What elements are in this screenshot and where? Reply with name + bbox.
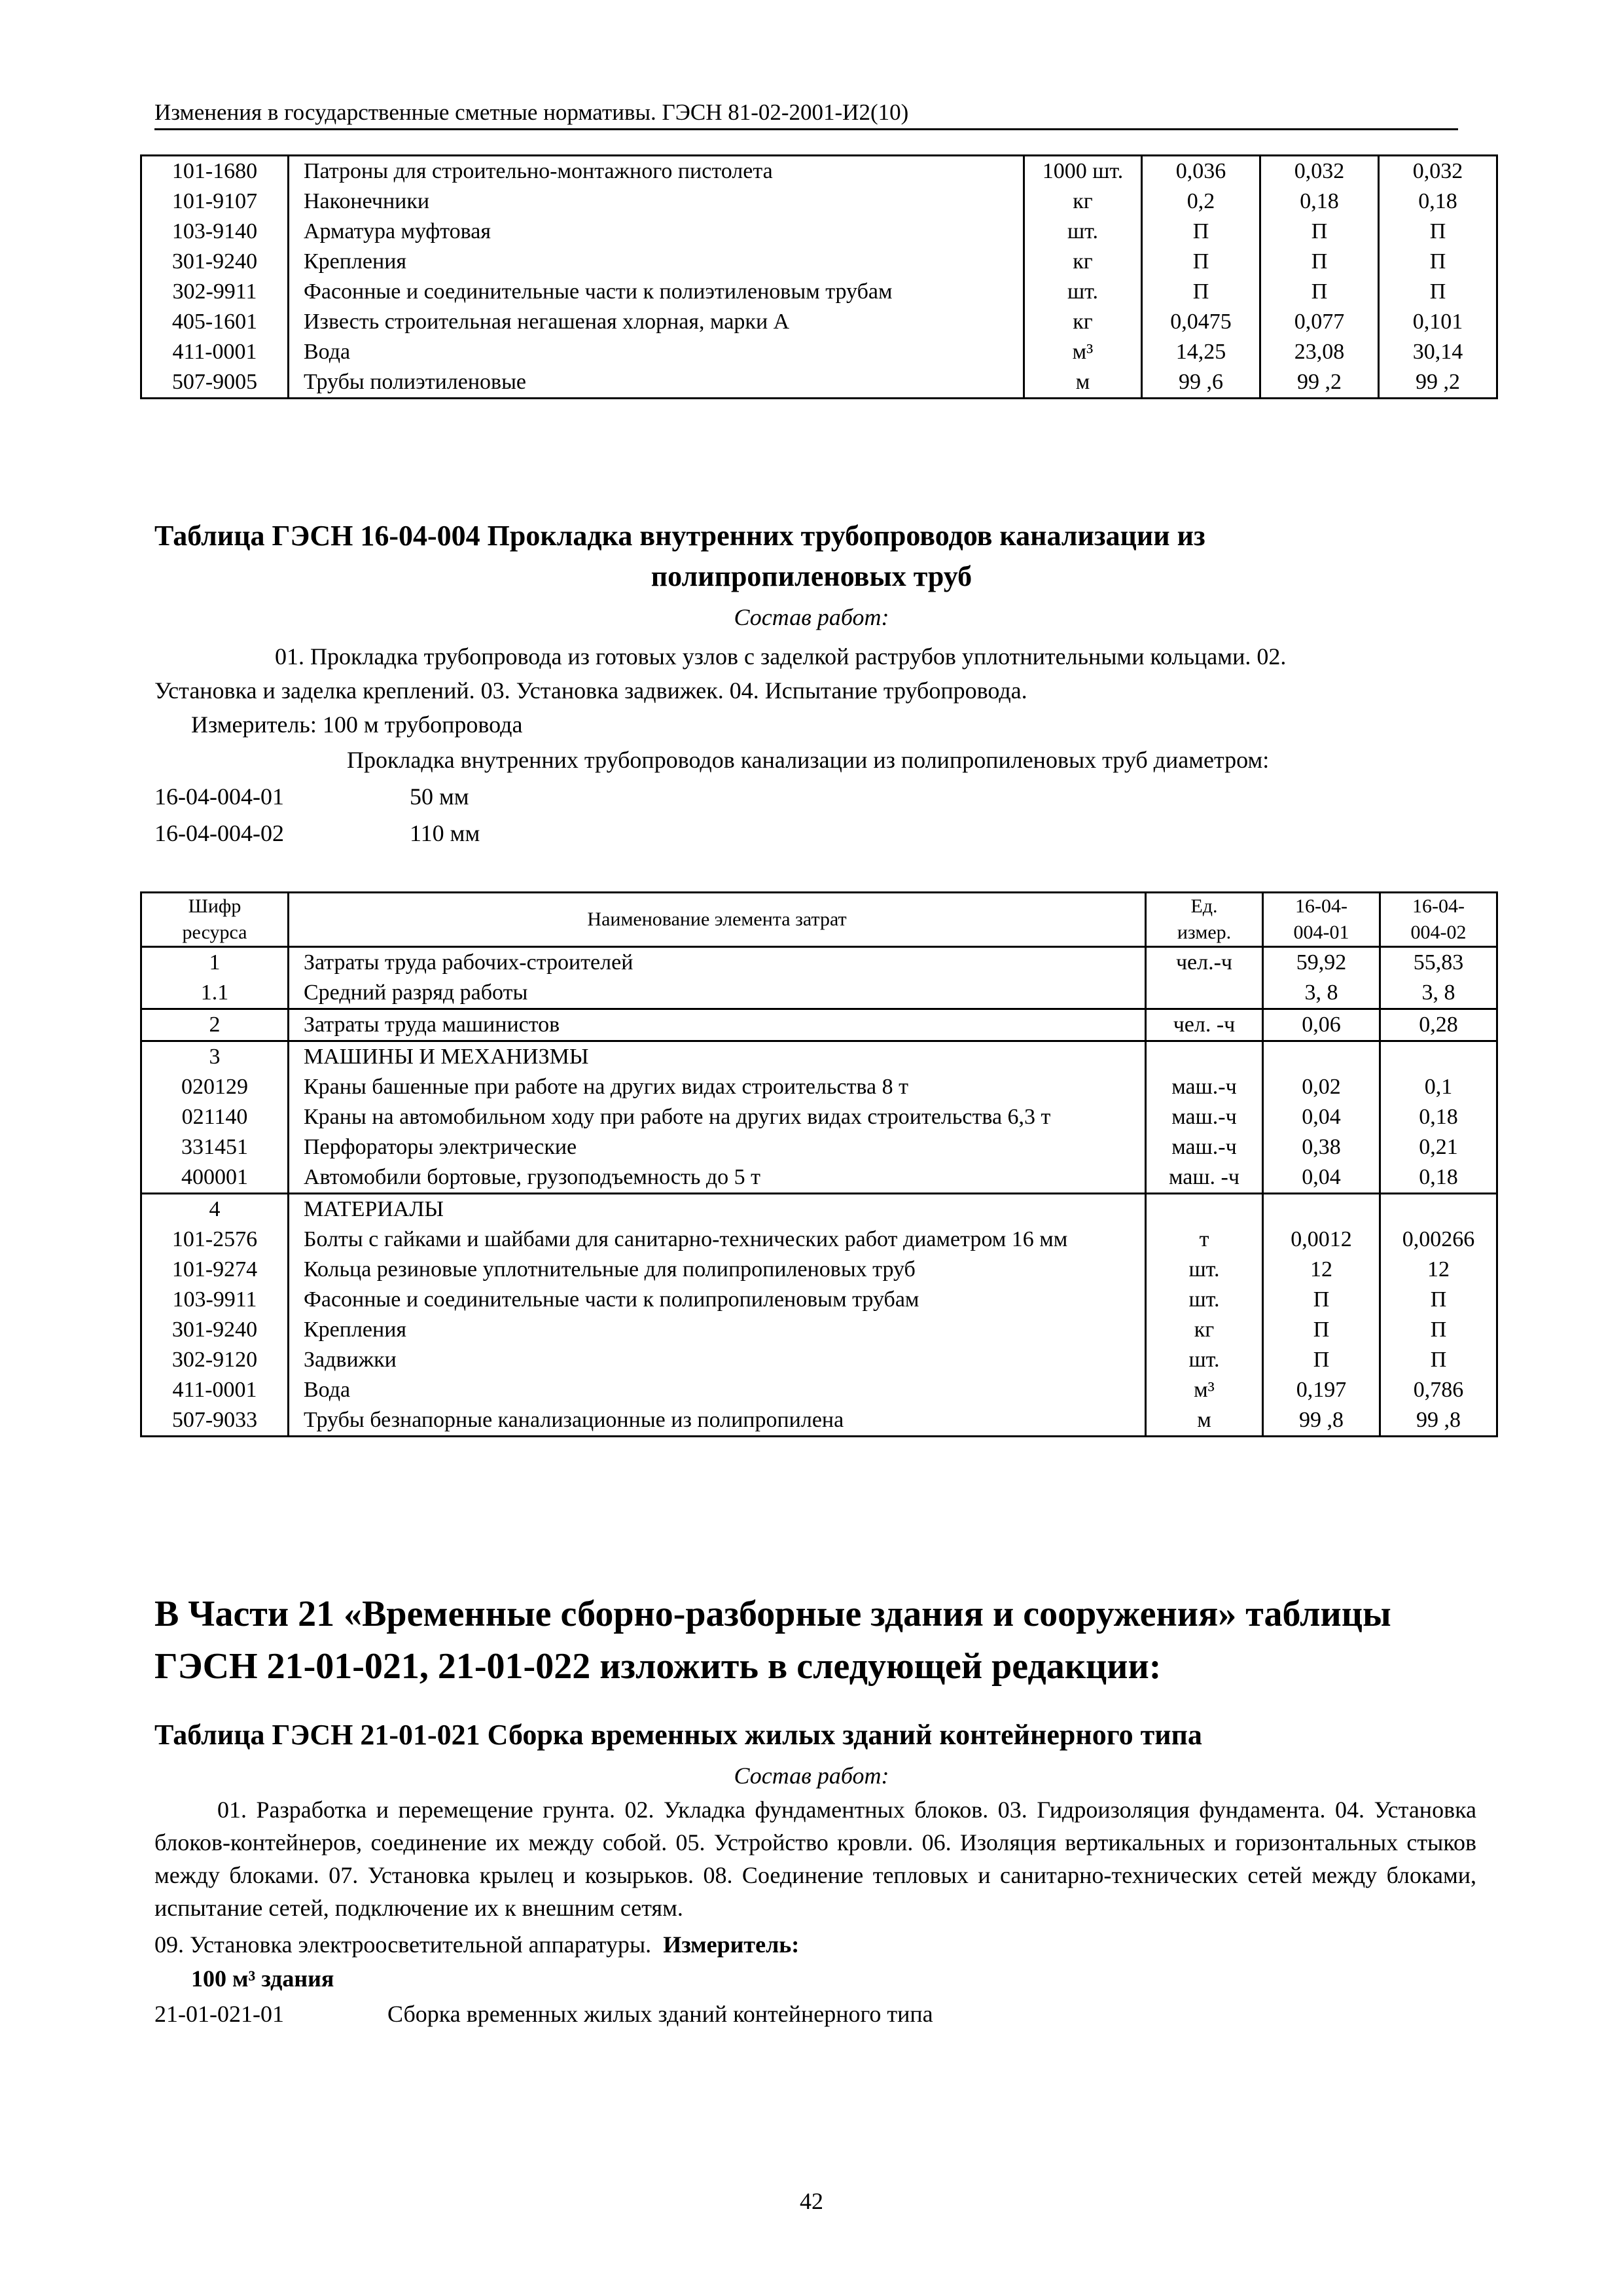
resources-table-16-04-004 <box>140 891 1498 1437</box>
part-21-heading-line2: ГЭСН 21-01-021, 21-01-022 изложить в следующей редакции: <box>154 1646 1162 1687</box>
unit <box>1146 1194 1263 1225</box>
table-title-16-04-004-line1: Таблица ГЭСН 16-04-004 Прокладка внутренних трубопроводов канализации из <box>154 520 1205 552</box>
unit: кг <box>1024 307 1142 337</box>
value-16-04-004-01: 3, 8 <box>1263 978 1380 1009</box>
table-row <box>141 367 1497 399</box>
value-16-04-004-02: 0,18 <box>1380 1162 1497 1194</box>
unit: т <box>1146 1225 1263 1255</box>
unit: шт. <box>1146 1345 1263 1375</box>
table-row <box>141 1225 1497 1255</box>
value-16-04-004-02: 0,28 <box>1380 1009 1497 1041</box>
norm-value: 50 мм <box>410 783 469 810</box>
value-16-04-004-01: 0,0012 <box>1263 1225 1380 1255</box>
resource-name: Краны башенные при работе на других видах строительства 8 т <box>289 1072 1146 1102</box>
resource-name: Арматура муфтовая <box>289 217 1024 247</box>
table-row <box>141 1285 1497 1315</box>
norm-code: 21-01-021-01 <box>154 2001 284 2027</box>
value: П <box>1142 247 1260 277</box>
resource-code: 103-9140 <box>141 217 289 247</box>
norm-code: 16-04-004-02 <box>154 820 284 846</box>
unit: маш.-ч <box>1146 1102 1263 1132</box>
value: 0,032 <box>1260 156 1379 187</box>
resource-name: Наконечники <box>289 187 1024 217</box>
resource-name: Болты с гайками и шайбами для санитарно-технических работ диаметром 16 мм <box>289 1225 1146 1255</box>
unit: чел.-ч <box>1146 947 1263 978</box>
resource-name: Вода <box>289 337 1024 367</box>
resource-name: Трубы полиэтиленовые <box>289 367 1024 399</box>
table-row <box>141 156 1497 187</box>
resource-code: 411-0001 <box>141 1375 289 1405</box>
document-header: Изменения в государственные сметные нормативы. ГЭСН 81-02-2001-И2(10) <box>154 98 1458 130</box>
value: 30,14 <box>1379 337 1497 367</box>
resource-code: 3 <box>141 1041 289 1073</box>
value-16-04-004-01: 59,92 <box>1263 947 1380 978</box>
resource-name: Фасонные и соединительные части к полиэтиленовым трубам <box>289 277 1024 307</box>
table-row <box>141 1375 1497 1405</box>
resource-code: 302-9911 <box>141 277 289 307</box>
table-title-21-01-021: Таблица ГЭСН 21-01-021 Сборка временных жилых зданий контейнерного типа <box>154 1719 1202 1751</box>
resource-code: 507-9033 <box>141 1405 289 1437</box>
value-16-04-004-02 <box>1380 1041 1497 1073</box>
value: 0,036 <box>1142 156 1260 187</box>
resource-code: 411-0001 <box>141 337 289 367</box>
value: П <box>1379 217 1497 247</box>
value: П <box>1379 247 1497 277</box>
unit: маш.-ч <box>1146 1072 1263 1102</box>
resource-code: 101-9107 <box>141 187 289 217</box>
value: 0,2 <box>1142 187 1260 217</box>
value: 23,08 <box>1260 337 1379 367</box>
table-row <box>141 947 1497 978</box>
resource-name: Задвижки <box>289 1345 1146 1375</box>
resource-code: 331451 <box>141 1132 289 1162</box>
value-16-04-004-01 <box>1263 1041 1380 1073</box>
value-16-04-004-01: П <box>1263 1315 1380 1345</box>
unit: м <box>1146 1405 1263 1437</box>
norms-subtitle: Прокладка внутренних трубопроводов канализации из полипропиленовых труб диаметром: <box>347 747 1270 773</box>
value-16-04-004-01: 0,02 <box>1263 1072 1380 1102</box>
value-16-04-004-01: 0,04 <box>1263 1102 1380 1132</box>
resource-code: 1.1 <box>141 978 289 1009</box>
value: П <box>1142 217 1260 247</box>
value: П <box>1142 277 1260 307</box>
table-row <box>141 1405 1497 1437</box>
value: 0,101 <box>1379 307 1497 337</box>
table-row <box>141 1315 1497 1345</box>
table-row <box>141 277 1497 307</box>
value-16-04-004-01: 99 ,8 <box>1263 1405 1380 1437</box>
value-16-04-004-02: 0,00266 <box>1380 1225 1497 1255</box>
unit: шт. <box>1146 1255 1263 1285</box>
resource-code: 301-9240 <box>141 1315 289 1345</box>
resource-code: 101-2576 <box>141 1225 289 1255</box>
value: П <box>1260 247 1379 277</box>
table-row <box>141 337 1497 367</box>
table-row <box>141 1132 1497 1162</box>
value-16-04-004-02: 0,786 <box>1380 1375 1497 1405</box>
value: 0,032 <box>1379 156 1497 187</box>
resource-code: 2 <box>141 1009 289 1041</box>
unit: шт. <box>1146 1285 1263 1315</box>
resource-name: Патроны для строительно-монтажного пистолета <box>289 156 1024 187</box>
resource-name: Фасонные и соединительные части к полипропиленовым трубам <box>289 1285 1146 1315</box>
column-header-unit: Ед. измер. <box>1146 893 1263 947</box>
resource-code: 021140 <box>141 1102 289 1132</box>
value-16-04-004-02: 0,21 <box>1380 1132 1497 1162</box>
value-16-04-004-01: П <box>1263 1345 1380 1375</box>
resource-name: Перфораторы электрические <box>289 1132 1146 1162</box>
unit: 1000 шт. <box>1024 156 1142 187</box>
norm-value: 110 мм <box>410 820 480 846</box>
value-16-04-004-02: 3, 8 <box>1380 978 1497 1009</box>
value-16-04-004-01: 0,197 <box>1263 1375 1380 1405</box>
value: 99 ,2 <box>1260 367 1379 399</box>
table-row <box>141 1255 1497 1285</box>
table-title-16-04-004-line2: полипропиленовых труб <box>651 560 972 592</box>
value-16-04-004-01: 0,06 <box>1263 1009 1380 1041</box>
value-16-04-004-01: 12 <box>1263 1255 1380 1285</box>
unit: м³ <box>1024 337 1142 367</box>
value: 0,18 <box>1379 187 1497 217</box>
value-16-04-004-02: 12 <box>1380 1255 1497 1285</box>
resource-name: МАТЕРИАЛЫ <box>289 1194 1146 1225</box>
resource-code: 4 <box>141 1194 289 1225</box>
table-row <box>141 1009 1497 1041</box>
value-16-04-004-01 <box>1263 1194 1380 1225</box>
resource-code: 400001 <box>141 1162 289 1194</box>
meter-text: Измеритель: 100 м трубопровода <box>191 711 523 738</box>
value-16-04-004-02: 55,83 <box>1380 947 1497 978</box>
value: 0,18 <box>1260 187 1379 217</box>
resource-code: 101-9274 <box>141 1255 289 1285</box>
value: 99 ,2 <box>1379 367 1497 399</box>
resource-name: Краны на автомобильном ходу при работе на других видах строительства 6,3 т <box>289 1102 1146 1132</box>
unit: шт. <box>1024 277 1142 307</box>
resource-name: Затраты труда машинистов <box>289 1009 1146 1041</box>
composition-label: Состав работ: <box>734 604 889 630</box>
resource-code: 405-1601 <box>141 307 289 337</box>
norm-code: 16-04-004-01 <box>154 783 284 810</box>
resource-code: 1 <box>141 947 289 978</box>
value-16-04-004-02: П <box>1380 1285 1497 1315</box>
value: П <box>1379 277 1497 307</box>
unit: шт. <box>1024 217 1142 247</box>
meter-value: 100 м³ здания <box>191 1965 334 1992</box>
resource-code: 020129 <box>141 1072 289 1102</box>
part-21-heading-line1: В Части 21 «Временные сборно-разборные здания и сооружения» таблицы <box>154 1594 1391 1634</box>
resource-name: Кольца резиновые уплотнительные для полипропиленовых труб <box>289 1255 1146 1285</box>
resource-name: Крепления <box>289 247 1024 277</box>
resource-code: 103-9911 <box>141 1285 289 1315</box>
resource-name: Трубы безнапорные канализационные из полипропилена <box>289 1405 1146 1437</box>
resource-code: 301-9240 <box>141 247 289 277</box>
value-16-04-004-01: 0,04 <box>1263 1162 1380 1194</box>
value-16-04-004-02: 0,18 <box>1380 1102 1497 1132</box>
value: П <box>1260 217 1379 247</box>
table-row <box>141 1041 1497 1073</box>
value-16-04-004-02: 99 ,8 <box>1380 1405 1497 1437</box>
table-row <box>141 217 1497 247</box>
unit: маш. -ч <box>1146 1162 1263 1194</box>
table-row <box>141 1162 1497 1194</box>
page-number: 42 <box>800 2188 823 2214</box>
value-16-04-004-01: 0,38 <box>1263 1132 1380 1162</box>
table-row <box>141 187 1497 217</box>
resource-name: МАШИНЫ И МЕХАНИЗМЫ <box>289 1041 1146 1073</box>
work-composition-paragraph: 01. Разработка и перемещение грунта. 02. Укладка фундаментных блоков. 03. Гидроизоляция фундамента. 04. Установка блоков-контейнеров, соединение их между собой. 05. Устройство кровли. 06. Изоляция вертикальных и горизонтальных стыков между блоками. 07. Установка крылец и козырьков. 08. Соединение тепловых и санитарно-технических сетей между блоками, испытание сетей, подключение их к внешним сетям. <box>154 1797 1476 1921</box>
unit: кг <box>1024 247 1142 277</box>
resource-code: 507-9005 <box>141 367 289 399</box>
unit: маш.-ч <box>1146 1132 1263 1162</box>
unit: чел. -ч <box>1146 1009 1263 1041</box>
norm-name: Сборка временных жилых зданий контейнерного типа <box>387 2001 933 2027</box>
resource-name: Затраты труда рабочих-строителей <box>289 947 1146 978</box>
column-header-name: Наименование элемента затрат <box>289 893 1146 947</box>
value: 0,077 <box>1260 307 1379 337</box>
unit: кг <box>1024 187 1142 217</box>
resource-code: 302-9120 <box>141 1345 289 1375</box>
unit <box>1146 978 1263 1009</box>
meter-label: Измеритель: <box>663 1931 800 1958</box>
table-row <box>141 247 1497 277</box>
table-row <box>141 1194 1497 1225</box>
unit <box>1146 1041 1263 1073</box>
value-16-04-004-02 <box>1380 1194 1497 1225</box>
unit: кг <box>1146 1315 1263 1345</box>
column-header-norm-02: 16-04- 004-02 <box>1380 893 1497 947</box>
value-16-04-004-02: 0,1 <box>1380 1072 1497 1102</box>
column-header-norm-01: 16-04- 004-01 <box>1263 893 1380 947</box>
resource-name: Вода <box>289 1375 1146 1405</box>
value: П <box>1260 277 1379 307</box>
value: 0,0475 <box>1142 307 1260 337</box>
table-row <box>141 307 1497 337</box>
table-row <box>141 1102 1497 1132</box>
table-row <box>141 1345 1497 1375</box>
work-composition-last-line: 09. Установка электроосветительной аппаратуры. Измеритель: <box>154 1931 800 1958</box>
resource-code: 101-1680 <box>141 156 289 187</box>
composition-label: Состав работ: <box>734 1763 889 1789</box>
value-16-04-004-02: П <box>1380 1345 1497 1375</box>
value-16-04-004-02: П <box>1380 1315 1497 1345</box>
value: 14,25 <box>1142 337 1260 367</box>
unit: м <box>1024 367 1142 399</box>
materials-table-continued <box>140 154 1498 399</box>
work-composition-line1: 01. Прокладка трубопровода из готовых узлов с заделкой раструбов уплотнительными кольцами. 02. <box>275 643 1287 670</box>
resource-name: Крепления <box>289 1315 1146 1345</box>
work-composition-line2: Установка и заделка креплений. 03. Установка задвижек. 04. Испытание трубопровода. <box>154 677 1027 704</box>
value: 99 ,6 <box>1142 367 1260 399</box>
table-row <box>141 978 1497 1009</box>
resource-name: Средний разряд работы <box>289 978 1146 1009</box>
resource-name: Автомобили бортовые, грузоподъемность до 5 т <box>289 1162 1146 1194</box>
resource-name: Известь строительная негашеная хлорная, марки А <box>289 307 1024 337</box>
table-row <box>141 1072 1497 1102</box>
unit: м³ <box>1146 1375 1263 1405</box>
value-16-04-004-01: П <box>1263 1285 1380 1315</box>
column-header-code: Шифр ресурса <box>141 893 289 947</box>
